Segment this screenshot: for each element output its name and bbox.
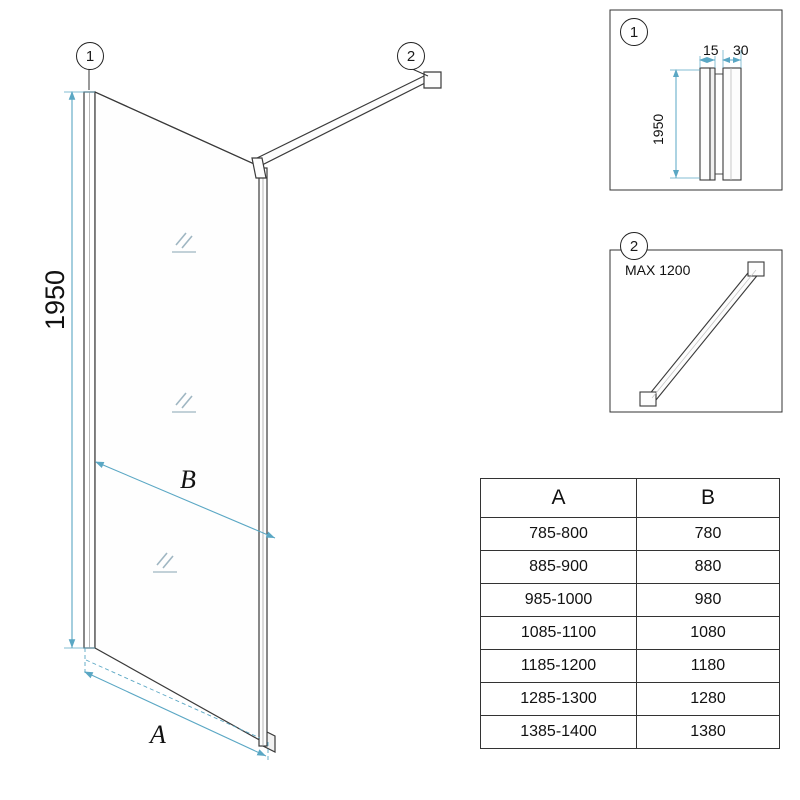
main-glass-panel (84, 92, 275, 752)
balloon-2-callout-label: 2 (629, 237, 639, 255)
balloon-1-main (76, 42, 104, 70)
table-row (481, 716, 780, 749)
balloon-leaders (89, 68, 428, 90)
table-cell-B: 980 (637, 584, 780, 617)
table-header-row (481, 479, 780, 518)
table-row (481, 551, 780, 584)
balloon-2-callout (620, 232, 648, 260)
table-cell-B: 1180 (637, 650, 780, 683)
callout-2-bar (640, 262, 764, 406)
balloon-1-callout (620, 18, 648, 46)
table-cell-B: 1280 (637, 683, 780, 716)
table-cell-A: 1285-1300 (481, 683, 637, 716)
table-cell-B: 780 (637, 518, 780, 551)
table-row (481, 683, 780, 716)
callout-1-width-right-label: 30 (733, 42, 749, 58)
callout-2-max-label: MAX 1200 (625, 262, 691, 278)
table-cell-B: 880 (637, 551, 780, 584)
main-height-dimension-label: 1950 (40, 269, 70, 330)
balloon-2-main (397, 42, 425, 70)
table-cell-A: 1185-1200 (481, 650, 637, 683)
dimension-A-label: A (150, 720, 166, 749)
callout-1-profile (700, 68, 741, 180)
support-bar (252, 72, 441, 178)
balloon-2-main-label: 2 (406, 47, 416, 65)
callout-1-width-left-label: 15 (703, 42, 719, 58)
table-cell-B: 1080 (637, 617, 780, 650)
table-header-A: A (481, 479, 637, 518)
dimension-height-1950 (64, 92, 95, 648)
table-cell-A: 885-900 (481, 551, 637, 584)
balloon-1-main-label: 1 (85, 47, 95, 65)
table-row (481, 584, 780, 617)
dimension-B-label: B (180, 465, 196, 494)
table-cell-A: 1085-1100 (481, 617, 637, 650)
table-cell-A: 1385-1400 (481, 716, 637, 749)
spec-table (480, 478, 780, 749)
table-row (481, 617, 780, 650)
balloon-1-callout-label: 1 (629, 23, 639, 41)
table-cell-B: 1380 (637, 716, 780, 749)
table-cell-A: 985-1000 (481, 584, 637, 617)
table-row (481, 650, 780, 683)
table-cell-A: 785-800 (481, 518, 637, 551)
callout-1-height-label: 1950 (650, 113, 666, 145)
table-header-B: B (637, 479, 780, 518)
table-row (481, 518, 780, 551)
